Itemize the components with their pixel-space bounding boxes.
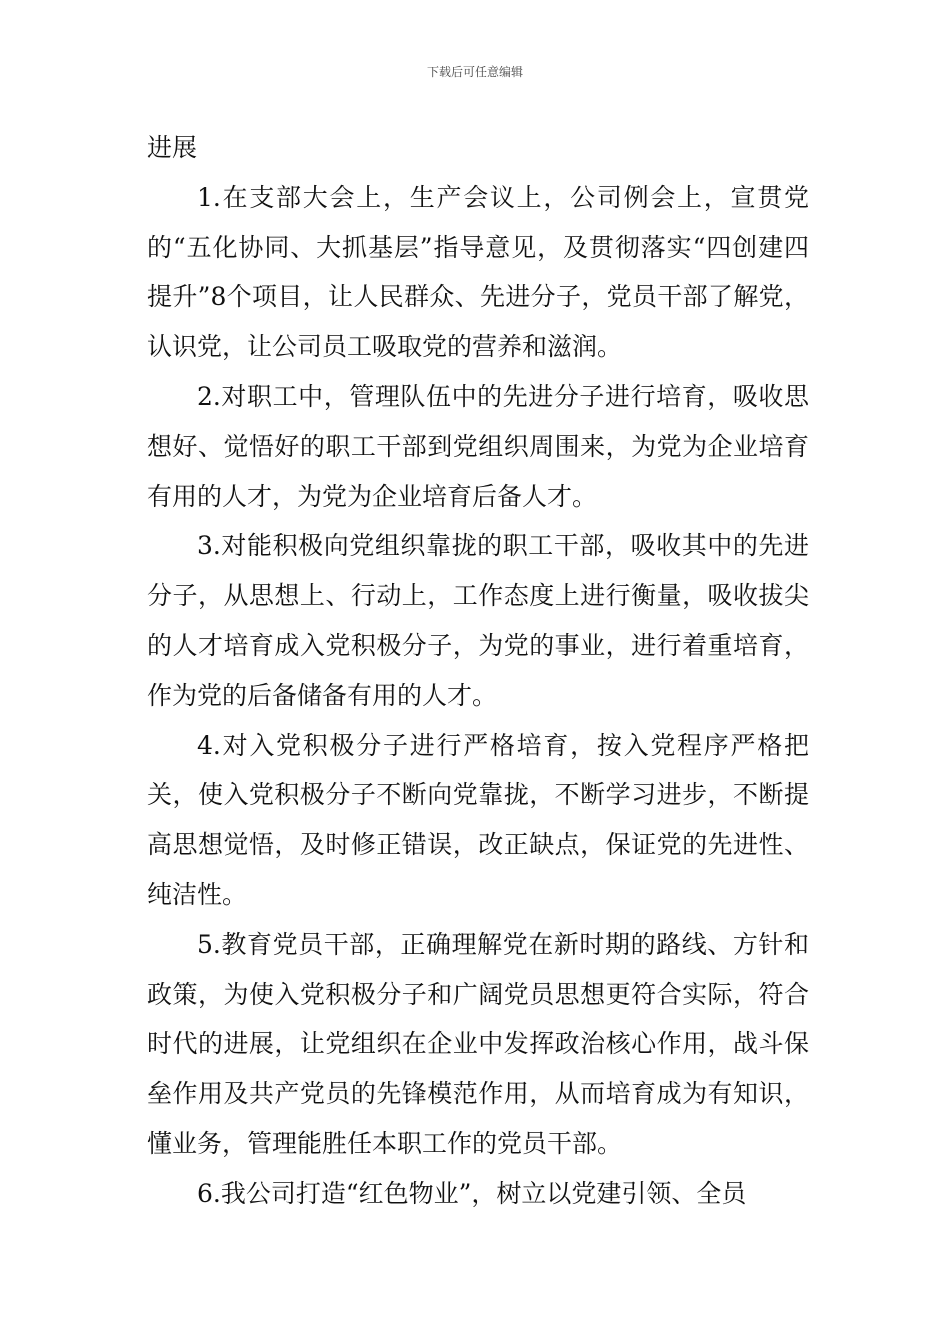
paragraph-item-3: 3.对能积极向党组织靠拢的职工干部，吸收其中的先进分子，从思想上、行动上，工作态度上进行衡量，吸收拔尖的人才培育成入党积极分子，为党的事业，进行着重培育，作为党的后备储备有用的人才。 <box>147 531 809 710</box>
document-body <box>147 123 809 1219</box>
paragraph-continuation: 进展 <box>147 133 198 162</box>
paragraph-item-4: 4.对入党积极分子进行严格培育，按入党程序严格把关，使入党积极分子不断向党靠拢，不断学习进步，不断提高思想觉悟，及时修正错误，改正缺点，保证党的先进性、纯洁性。 <box>147 730 809 909</box>
paragraph-item-2: 2.对职工中，管理队伍中的先进分子进行培育，吸收思想好、觉悟好的职工干部到党组织周围来，为党为企业培育有用的人才，为党为企业培育后备人才。 <box>147 381 809 511</box>
paragraph-item-1: 1.在支部大会上，生产会议上，公司例会上，宣贯党的“五化协同、大抓基层”指导意见，及贯彻落实“四创建四提升”8个项目，让人民群众、先进分子，党员干部了解党，认识党，让公司员工吸取党的营养和滋润。 <box>147 182 809 362</box>
paragraph-item-6: 6.我公司打造“红色物业”，树立以党建引领、全员 <box>197 1178 747 1208</box>
paragraph-item-5: 5.教育党员干部，正确理解党在新时期的路线、方针和政策，为使入党积极分子和广阔党员思想更符合实际，符合时代的进展，让党组织在企业中发挥政治核心作用，战斗保垒作用及共产党员的先锋模范作用，从而培育成为有知识，懂业务，管理能胜任本职工作的党员干部。 <box>147 929 809 1158</box>
header-note: 下载后可任意编辑 <box>426 65 523 79</box>
